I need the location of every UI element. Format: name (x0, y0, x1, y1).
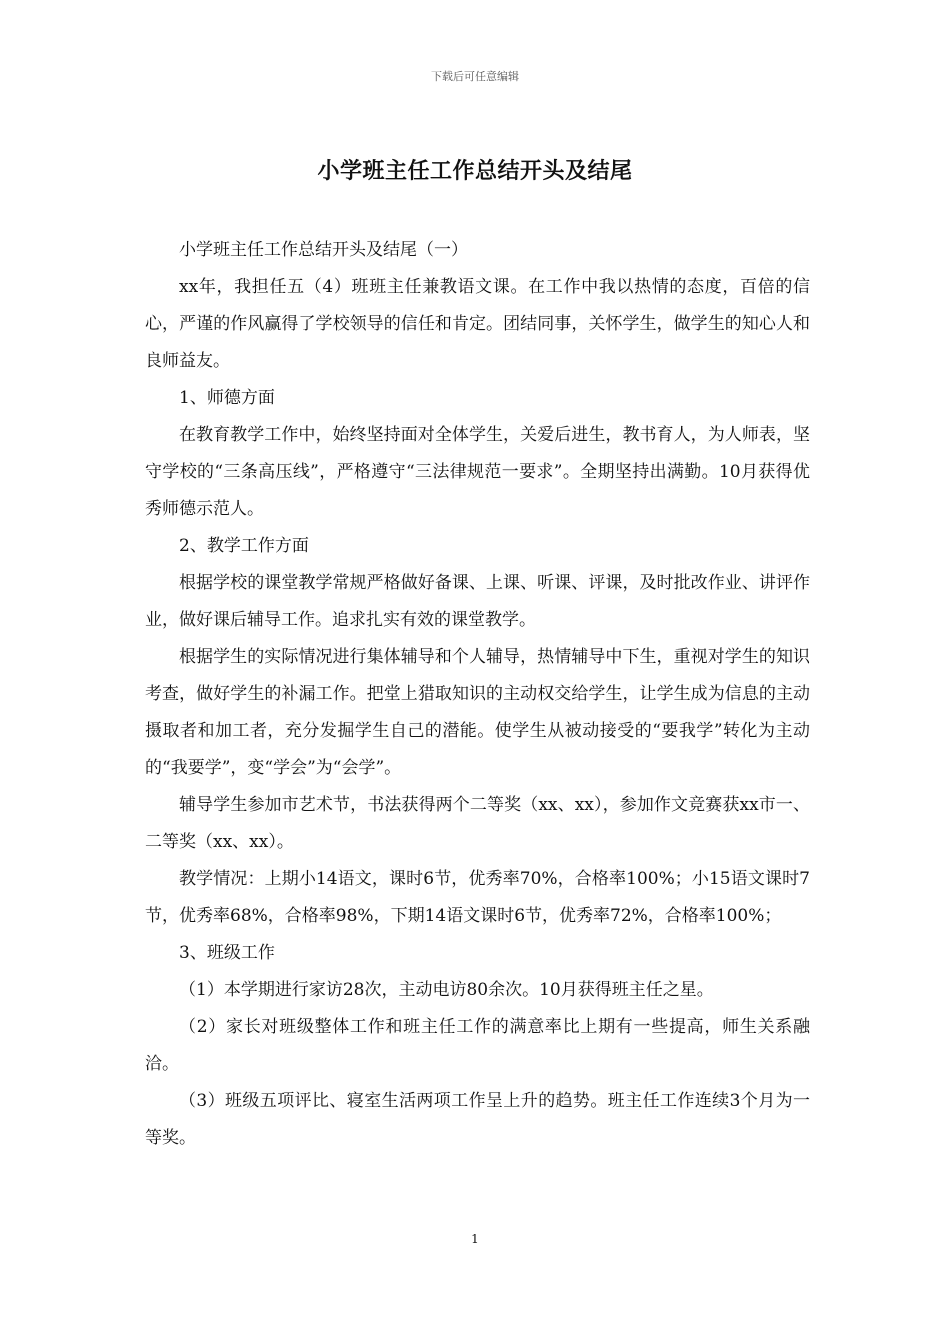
section-heading: 2、教学工作方面 (179, 536, 309, 556)
body-paragraph: 教学情况：上期小14语文，课时6节，优秀率70%，合格率100%；小15语文课时7节，优秀率68%，合格率98%，下期14语文课时6节，优秀率72%，合格率100%； (145, 869, 810, 926)
list-item: （1）本学期进行家访28次，主动电访80余次。10月获得班主任之星。 (179, 980, 714, 1000)
body-paragraph: 根据学生的实际情况进行集体辅导和个人辅导，热情辅导中下生，重视对学生的知识考查，做好学生的补漏工作。把堂上猎取知识的主动权交给学生，让学生成为信息的主动摄取者和加工者，充分发掘学生自己的潜能。使学生从被动接受的“要我学”转化为主动的“我要学”，变“学会”为“会学”。 (145, 647, 810, 778)
body-paragraph: xx年，我担任五（4）班班主任兼教语文课。在工作中我以热情的态度，百倍的信心，严谨的作风赢得了学校领导的信任和肯定。团结同事，关怀学生，做学生的知心人和良师益友。 (145, 277, 810, 371)
body-paragraph: 在教育教学工作中，始终坚持面对全体学生，关爱后进生，教书育人，为人师表，坚守学校的“三条高压线”，严格遵守“三法律规范一要求”。全期坚持出满勤。10月获得优秀师德示范人。 (145, 425, 810, 519)
section-heading: 1、师德方面 (179, 388, 275, 408)
body-paragraph: 辅导学生参加市艺术节，书法获得两个二等奖（xx、xx），参加作文竞赛获xx市一、二等奖（xx、xx）。 (145, 795, 810, 852)
page-number: 1 (471, 1232, 479, 1246)
subtitle-paragraph: 小学班主任工作总结开头及结尾（一） (179, 240, 468, 260)
body-paragraph: 根据学校的课堂教学常规严格做好备课、上课、听课、评课，及时批改作业、讲评作业，做好课后辅导工作。追求扎实有效的课堂教学。 (145, 573, 810, 630)
list-item: （2）家长对班级整体工作和班主任工作的满意率比上期有一些提高，师生关系融洽。 (145, 1017, 810, 1074)
document-body (145, 232, 810, 1157)
document-title: 小学班主任工作总结开头及结尾 (317, 159, 633, 184)
list-item: （3）班级五项评比、寝室生活两项工作呈上升的趋势。班主任工作连续3个月为一等奖。 (145, 1091, 810, 1148)
section-heading: 3、班级工作 (179, 943, 275, 963)
header-note: 下载后可任意编辑 (431, 70, 519, 83)
